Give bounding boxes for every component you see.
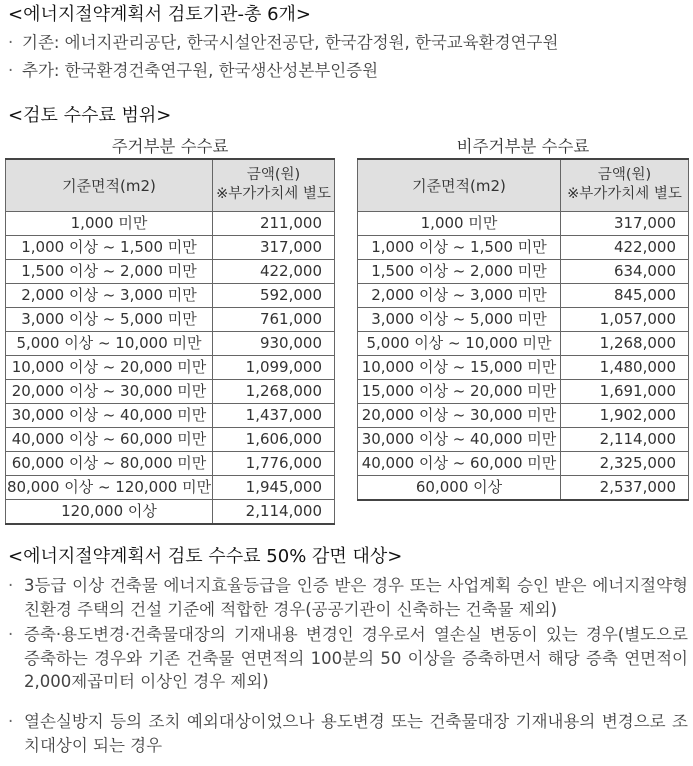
area-cell: 2,000 이상 ~ 3,000 미만 bbox=[6, 283, 213, 307]
amount-cell: 317,000 bbox=[213, 235, 335, 259]
area-cell: 1,500 이상 ~ 2,000 미만 bbox=[6, 259, 213, 283]
bullet-text: 추가: 한국환경건축연구원, 한국생산성본부인증원 bbox=[22, 61, 379, 80]
bullet-dot: · bbox=[8, 576, 14, 595]
vat-note: ※부가가치세 별도 bbox=[216, 186, 331, 203]
amount-cell: 422,000 bbox=[213, 259, 335, 283]
area-cell: 60,000 이상 bbox=[358, 475, 561, 500]
table-row bbox=[358, 475, 689, 500]
amount-cell: 317,000 bbox=[561, 211, 689, 235]
table-row bbox=[358, 235, 689, 259]
amount-cell: 1,268,000 bbox=[213, 379, 335, 403]
table-row bbox=[6, 259, 335, 283]
bullet-dot: · bbox=[8, 33, 14, 52]
amount-cell: 1,902,000 bbox=[561, 403, 689, 427]
reduction-bullet-3 bbox=[8, 710, 688, 757]
area-cell: 120,000 이상 bbox=[6, 499, 213, 524]
bullet-added-agencies bbox=[8, 60, 378, 82]
reduction-bullet-1 bbox=[8, 574, 688, 621]
area-cell: 80,000 이상 ~ 120,000 미만 bbox=[6, 475, 213, 499]
non-residential-fee-title: 비주거부분 수수료 bbox=[456, 137, 590, 156]
area-cell: 20,000 이상 ~ 30,000 미만 bbox=[358, 403, 561, 427]
amount-cell: 1,437,000 bbox=[213, 403, 335, 427]
bullet-existing-agencies bbox=[8, 32, 558, 54]
area-cell: 1,000 미만 bbox=[358, 211, 561, 235]
area-cell: 3,000 이상 ~ 5,000 미만 bbox=[358, 307, 561, 331]
area-cell: 1,500 이상 ~ 2,000 미만 bbox=[358, 259, 561, 283]
area-cell: 3,000 이상 ~ 5,000 미만 bbox=[6, 307, 213, 331]
amount-cell: 1,057,000 bbox=[561, 307, 689, 331]
amount-cell: 845,000 bbox=[561, 283, 689, 307]
heading-review-agencies: <에너지절약계획서 검토기관-총 6개> bbox=[8, 4, 311, 25]
amount-cell: 1,480,000 bbox=[561, 355, 689, 379]
amount-cell: 634,000 bbox=[561, 259, 689, 283]
amount-cell: 2,114,000 bbox=[561, 427, 689, 451]
area-cell: 60,000 이상 ~ 80,000 미만 bbox=[6, 451, 213, 475]
table-row bbox=[358, 379, 689, 403]
table-row bbox=[6, 211, 335, 235]
amount-cell: 1,776,000 bbox=[213, 451, 335, 475]
residential-fee-title: 주거부분 수수료 bbox=[111, 137, 229, 156]
bullet-dot: · bbox=[8, 712, 14, 731]
area-cell: 40,000 이상 ~ 60,000 미만 bbox=[358, 451, 561, 475]
amount-cell: 930,000 bbox=[213, 331, 335, 355]
table-row bbox=[358, 451, 689, 475]
reduction-bullet-2 bbox=[8, 623, 688, 694]
table-row bbox=[358, 427, 689, 451]
table-row bbox=[358, 283, 689, 307]
area-cell: 1,000 이상 ~ 1,500 미만 bbox=[358, 235, 561, 259]
table-row bbox=[358, 307, 689, 331]
area-cell: 5,000 이상 ~ 10,000 미만 bbox=[6, 331, 213, 355]
area-cell: 40,000 이상 ~ 60,000 미만 bbox=[6, 427, 213, 451]
non-residential-fee-table bbox=[357, 158, 689, 501]
area-cell: 10,000 이상 ~ 15,000 미만 bbox=[358, 355, 561, 379]
amount-cell: 1,691,000 bbox=[561, 379, 689, 403]
bullet-text: 기존: 에너지관리공단, 한국시설안전공단, 한국감정원, 한국교육환경연구원 bbox=[22, 33, 559, 52]
column-header-amount bbox=[561, 159, 689, 211]
amount-cell: 211,000 bbox=[213, 211, 335, 235]
table-row bbox=[6, 355, 335, 379]
table-row bbox=[6, 451, 335, 475]
amount-cell: 1,268,000 bbox=[561, 331, 689, 355]
amount-cell: 592,000 bbox=[213, 283, 335, 307]
table-row bbox=[358, 211, 689, 235]
bullet-dot: · bbox=[8, 625, 14, 644]
table-row bbox=[6, 499, 335, 524]
amount-cell: 761,000 bbox=[213, 307, 335, 331]
column-header-amount bbox=[213, 159, 335, 211]
heading-fee-range: <검토 수수료 범위> bbox=[8, 105, 172, 126]
area-cell: 1,000 이상 ~ 1,500 미만 bbox=[6, 235, 213, 259]
area-cell: 20,000 이상 ~ 30,000 미만 bbox=[6, 379, 213, 403]
table-row bbox=[6, 427, 335, 451]
bullet-text: 증축·용도변경·건축물대장의 기재내용 변경인 경우로서 열손실 변동이 있는 경우(별도으로 증축하는 경우와 기존 건축물 연면적의 100분의 50 이상을 증축하면서 해당 증축 연면적이 2,000제곱미터 이상인 경우 제외) bbox=[24, 625, 688, 691]
amount-cell: 1,606,000 bbox=[213, 427, 335, 451]
column-header-area: 기준면적(m2) bbox=[6, 159, 213, 211]
amount-cell: 1,945,000 bbox=[213, 475, 335, 499]
amount-cell: 2,114,000 bbox=[213, 499, 335, 524]
amount-label: 금액(원) bbox=[246, 167, 301, 184]
table-row bbox=[358, 403, 689, 427]
table-row bbox=[6, 235, 335, 259]
table-row bbox=[6, 475, 335, 499]
table-row bbox=[6, 331, 335, 355]
bullet-text: 3등급 이상 건축물 에너지효율등급을 인증 받은 경우 또는 사업계획 승인 받은 에너지절약형 친환경 주택의 건설 기준에 적합한 경우(공공기관이 신축하는 건축물 제외) bbox=[24, 576, 688, 619]
amount-cell: 2,325,000 bbox=[561, 451, 689, 475]
table-row bbox=[358, 331, 689, 355]
amount-cell: 422,000 bbox=[561, 235, 689, 259]
amount-cell: 1,099,000 bbox=[213, 355, 335, 379]
table-row bbox=[358, 259, 689, 283]
amount-cell: 2,537,000 bbox=[561, 475, 689, 500]
bullet-text: 열손실방지 등의 조치 예외대상이었으나 용도변경 또는 건축물대장 기재내용의 변경으로 조치대상이 되는 경우 bbox=[24, 712, 688, 755]
table-row bbox=[6, 283, 335, 307]
table-row bbox=[6, 403, 335, 427]
bullet-dot: · bbox=[8, 61, 14, 80]
table-row bbox=[6, 379, 335, 403]
area-cell: 10,000 이상 ~ 20,000 미만 bbox=[6, 355, 213, 379]
vat-note: ※부가가치세 별도 bbox=[567, 186, 682, 203]
area-cell: 30,000 이상 ~ 40,000 미만 bbox=[358, 427, 561, 451]
area-cell: 1,000 미만 bbox=[6, 211, 213, 235]
table-row bbox=[358, 355, 689, 379]
table-row bbox=[6, 307, 335, 331]
column-header-area: 기준면적(m2) bbox=[358, 159, 561, 211]
area-cell: 15,000 이상 ~ 20,000 미만 bbox=[358, 379, 561, 403]
area-cell: 2,000 이상 ~ 3,000 미만 bbox=[358, 283, 561, 307]
residential-fee-table bbox=[5, 158, 335, 525]
area-cell: 30,000 이상 ~ 40,000 미만 bbox=[6, 403, 213, 427]
heading-fee-reduction: <에너지절약계획서 검토 수수료 50% 감면 대상> bbox=[8, 546, 403, 567]
area-cell: 5,000 이상 ~ 10,000 미만 bbox=[358, 331, 561, 355]
amount-label: 금액(원) bbox=[597, 167, 652, 184]
